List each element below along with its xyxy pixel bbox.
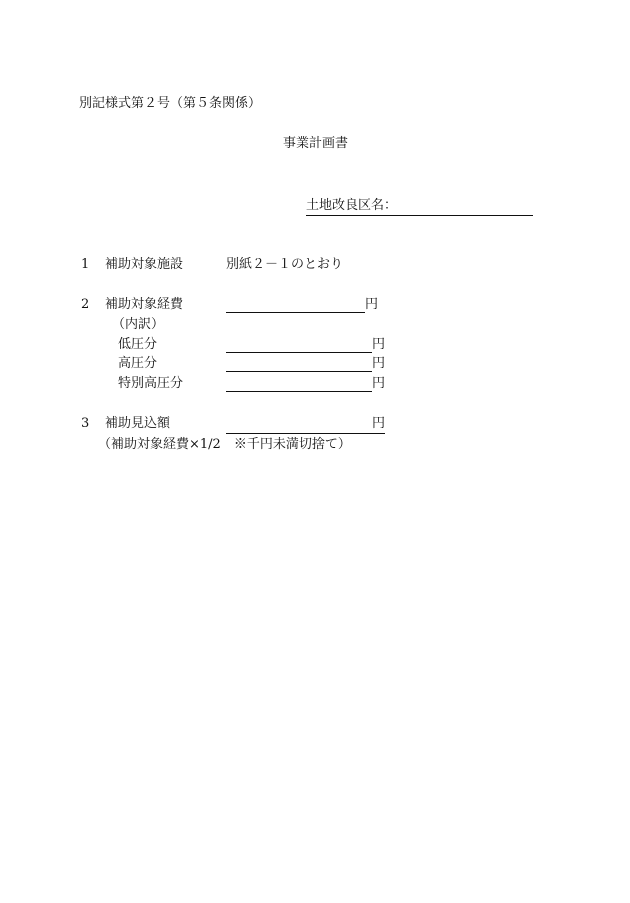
- breakdown-high-voltage-blank: [226, 357, 372, 372]
- item-2-unit: 円: [365, 297, 379, 312]
- breakdown-extra-high-voltage-unit: 円: [372, 376, 386, 391]
- document-title: 事業計画書: [283, 136, 349, 151]
- item-2-number: 2: [81, 297, 90, 312]
- item-3-label: 補助見込額: [105, 416, 171, 431]
- item-1-value: 別紙２－１のとおり: [226, 257, 344, 272]
- breakdown-low-voltage-unit: 円: [372, 337, 386, 352]
- breakdown-extra-high-voltage-field: [226, 376, 385, 392]
- item-1-number: 1: [81, 257, 90, 272]
- item-2-amount-blank: [226, 298, 365, 313]
- district-name-label: 土地改良区名：: [306, 198, 398, 213]
- form-number: 別記様式第２号（第５条関係）: [79, 96, 262, 111]
- breakdown-label: （内訳）: [112, 317, 165, 332]
- breakdown-extra-high-voltage-blank: [226, 377, 372, 392]
- item-3-amount-field: [226, 416, 385, 434]
- item-2-label: 補助対象経費: [105, 297, 184, 312]
- breakdown-low-voltage-blank: [226, 338, 372, 353]
- breakdown-high-voltage-unit: 円: [372, 356, 386, 371]
- breakdown-high-voltage-label: 高圧分: [118, 356, 158, 371]
- district-name-field: [306, 198, 533, 216]
- item-3-note: （補助対象経費×1/2 ※千円未満切捨て）: [98, 437, 351, 452]
- item-1-label: 補助対象施設: [105, 257, 184, 272]
- breakdown-extra-high-voltage-label: 特別高圧分: [118, 376, 184, 391]
- item-3-number: 3: [81, 416, 90, 431]
- breakdown-low-voltage-label: 低圧分: [118, 337, 158, 352]
- breakdown-low-voltage-field: [226, 337, 385, 353]
- item-3-unit: 円: [372, 416, 386, 431]
- item-2-amount-field: [226, 297, 378, 313]
- breakdown-high-voltage-field: [226, 356, 385, 372]
